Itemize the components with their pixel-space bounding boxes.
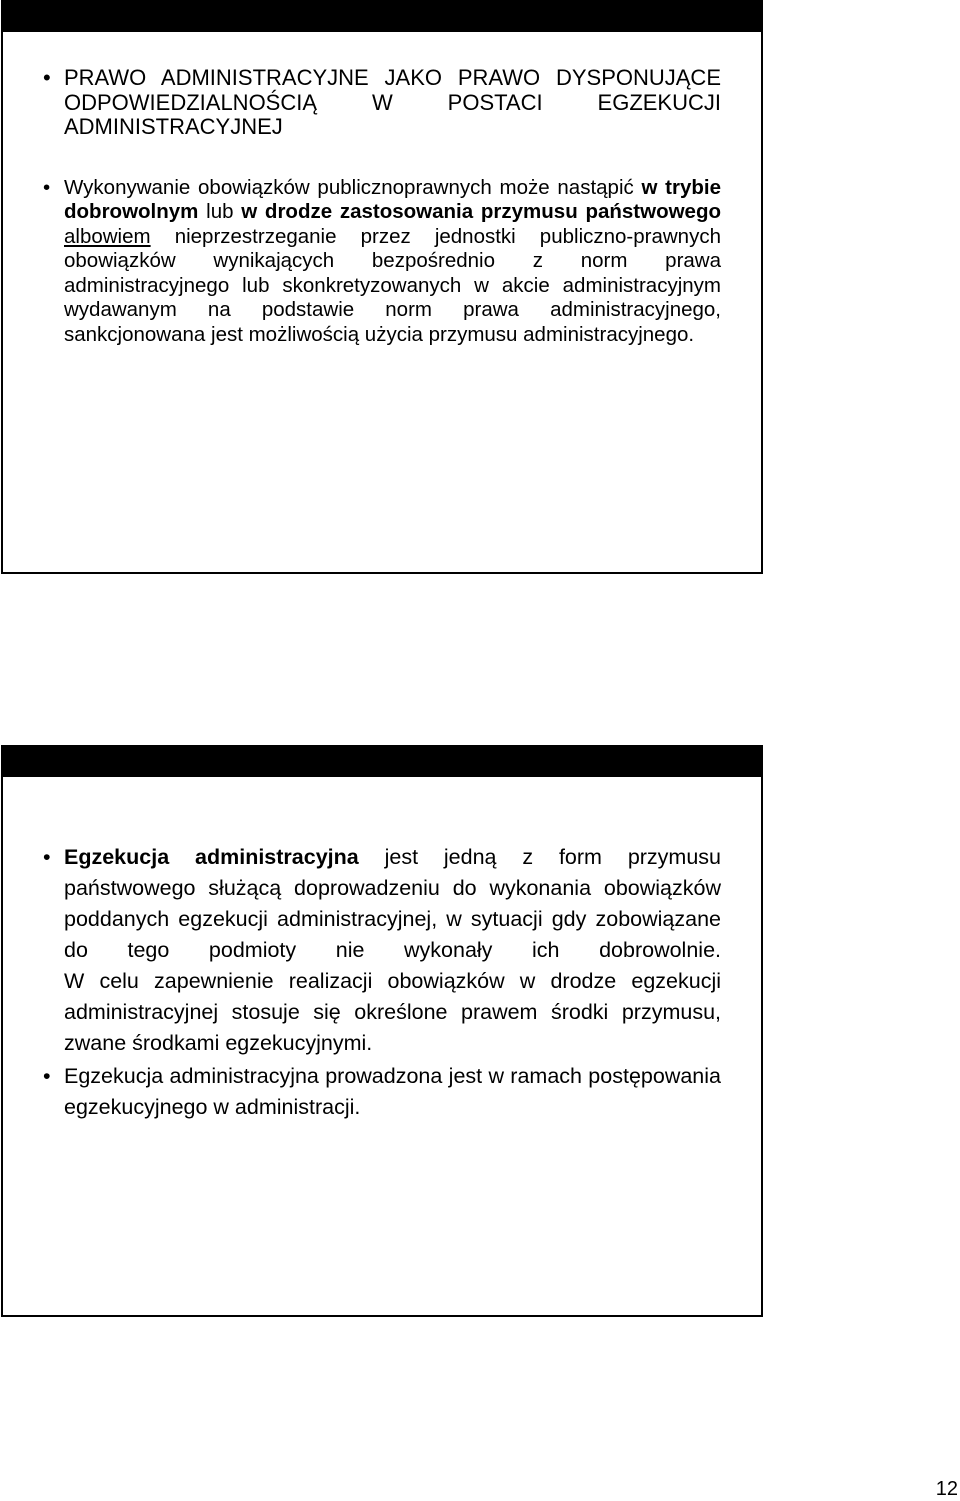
paragraph-text-1: Wykonywanie obowiązków publicznoprawnych może nastąpić — [64, 175, 642, 199]
bullet-1-text-2: W celu zapewnienie realizacji obowiązków w drodze egzekucji administracyjnej stosuje się określone prawem środki przymusu, zwane środkami egzekucyjnymi. — [64, 969, 721, 1055]
bullet-1-text-1: jest jedną z form przymusu państwowego służącą doprowadzeniu do wykonania obowiązków poddanych egzekucji administracyjnej, w sytuacji gdy zobowiązane do tego podmioty nie wykonały ich dobrowolnie. — [64, 845, 722, 962]
slide-1 — [1, 0, 763, 574]
bullet-1-bold-term: Egzekucja administracyjna — [64, 845, 359, 869]
slide-1-heading: • PRAWO ADMINISTRACYJNE JAKO PRAWO DYSPONUJĄCE ODPOWIEDZIALNOŚCIĄ W POSTACI EGZEKUCJI ADMINISTRACYJNEJ — [43, 66, 721, 140]
paragraph-bold-voluntary: w trybie dobrowolnym — [64, 175, 722, 224]
paragraph-text-2: lub — [198, 200, 242, 224]
bullet-1-first-paragraph — [64, 842, 721, 966]
slide-1-paragraph — [43, 176, 721, 348]
slide-2 — [1, 745, 763, 1317]
slide-2-bullet-2: • Egzekucja administracyjna prowadzona jest w ramach postępowania egzekucyjnego w administracji. — [43, 1061, 721, 1123]
paragraph-text-4: nieprzestrzeganie przez jednostki publiczno-prawnych obowiązków wynikających bezpośrednio z norm prawa administracyjnego lub skonkretyzowanych w akcie administracyjnym wydawanym na podstawie norm prawa administracyjnego, sankcjonowana jest możliwością użycia przymusu administracyjnego. — [64, 224, 721, 347]
slide-2-header-bar — [3, 747, 761, 777]
paragraph-underlined-word: albowiem — [64, 224, 151, 248]
page-number: 12 — [935, 1478, 958, 1500]
slide-1-content — [43, 66, 721, 348]
slide-1-header-bar — [3, 2, 761, 32]
slide-2-content — [43, 842, 721, 1123]
paragraph-bold-coercion: w drodze zastosowania przymusu państwowego — [241, 200, 721, 224]
slide-2-bullet-1 — [43, 842, 721, 1059]
